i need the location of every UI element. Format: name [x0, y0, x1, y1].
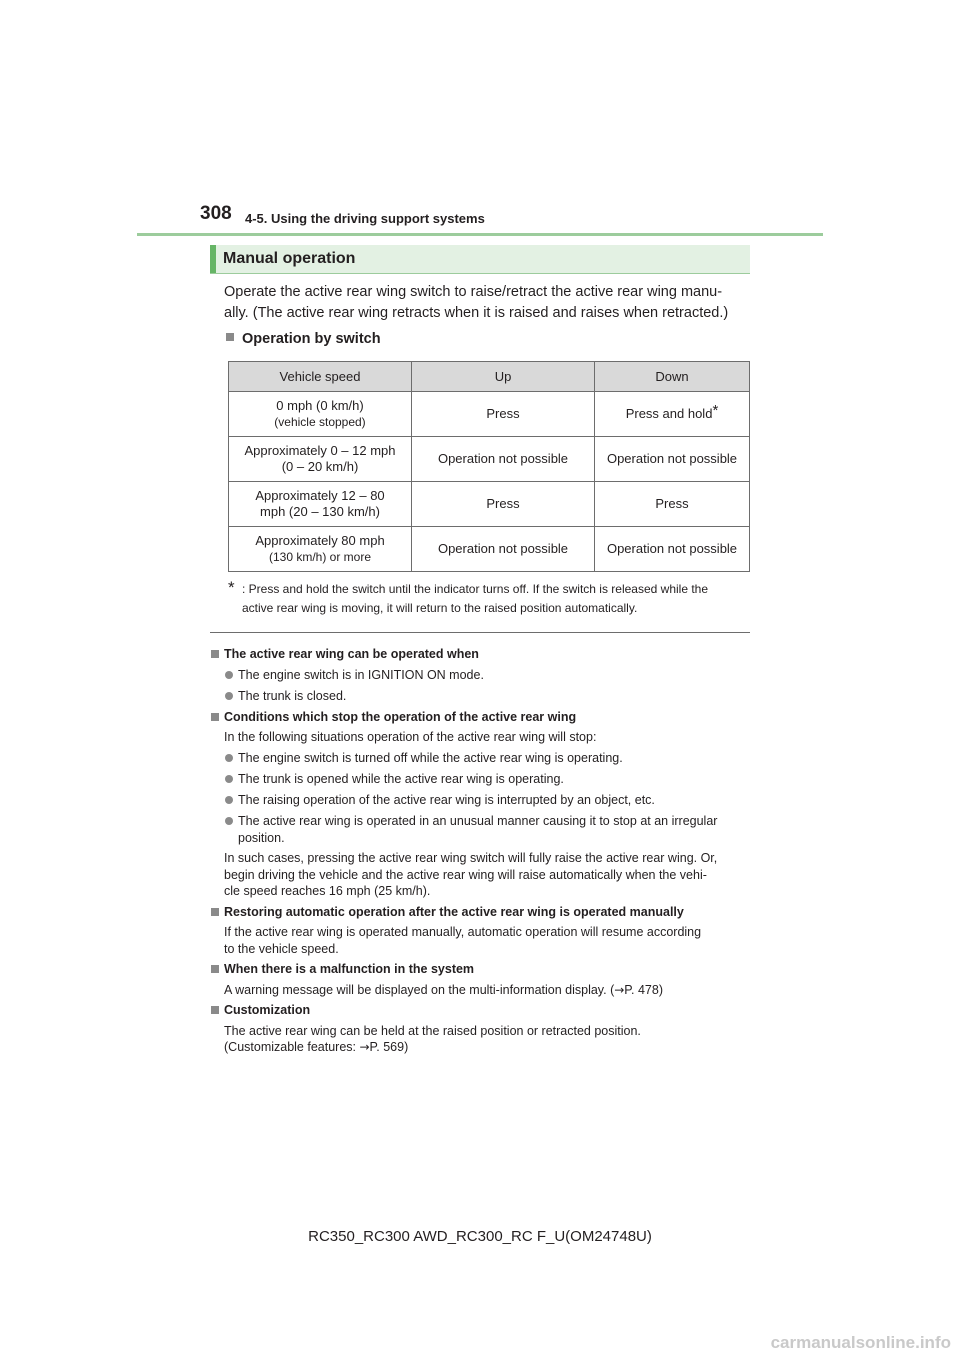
list-item: [210, 688, 755, 705]
note-heading: [210, 961, 755, 978]
page-number: 308: [200, 203, 232, 224]
page-header: [200, 203, 822, 233]
table-row: [229, 482, 750, 527]
paragraph-text: A warning message will be displayed on the multi-information display. (: [224, 982, 615, 997]
intro-paragraph: [224, 282, 754, 324]
note-heading: [210, 709, 755, 726]
notes-section: [210, 642, 755, 1056]
table-row: [229, 437, 750, 482]
square-bullet-icon: [211, 1006, 219, 1014]
header-up: Up: [412, 362, 595, 392]
up-cell: Operation not possible: [412, 437, 595, 482]
paragraph-line: cle speed reaches 16 mph (25 km/h).: [224, 884, 431, 898]
paragraph-text: (Customizable features:: [224, 1040, 360, 1054]
intro-line-2: ally. (The active rear wing retracts when it is raised and raises when retracted.): [224, 305, 729, 321]
arrow-right-icon: →: [359, 1040, 370, 1054]
intro-line-1: Operate the active rear wing switch to raise/retract the active rear wing manu-: [224, 284, 723, 300]
arrow-right-icon: →: [614, 982, 625, 997]
paragraph-line: If the active rear wing is operated manually, automatic operation will resume according: [224, 925, 702, 939]
heading-accent-bar: [210, 245, 216, 273]
footnote-mark: *: [228, 578, 235, 597]
manual-operation-title: Manual operation: [223, 250, 356, 267]
list-item: [210, 813, 755, 846]
note-paragraph: [210, 982, 755, 999]
down-text: Press and hold: [625, 406, 713, 421]
list-item: [210, 771, 755, 788]
note-heading-text: When there is a malfunction in the system: [224, 962, 475, 976]
section-title: 4-5. Using the driving support systems: [245, 211, 485, 226]
up-cell: Press: [412, 482, 595, 527]
note-heading-text: The active rear wing can be operated when: [224, 647, 479, 661]
bullet-dot-icon: [225, 817, 233, 825]
bullet-dot-icon: [225, 775, 233, 783]
paragraph-line: begin driving the vehicle and the active rear wing will raise automatically when the vehi-: [224, 867, 707, 882]
bullet-dot-icon: [225, 671, 233, 679]
square-bullet-icon: [211, 650, 219, 658]
list-item-text: The engine switch is turned off while the active rear wing is operating.: [238, 751, 623, 765]
bullet-dot-icon: [225, 754, 233, 762]
speed-line: mph (20 – 130 km/h): [260, 504, 380, 519]
speed-line: 0 mph (0 km/h): [276, 398, 364, 413]
list-item: [210, 667, 755, 684]
speed-line: (0 – 20 km/h): [281, 459, 359, 474]
down-cell: Press: [595, 482, 750, 527]
list-item-text: The raising operation of the active rear wing is interrupted by an object, etc.: [238, 793, 655, 807]
notes-divider: [210, 632, 750, 633]
header-rule: [137, 233, 823, 236]
up-cell: Operation not possible: [412, 527, 595, 572]
speed-line: Approximately 0 – 12 mph: [244, 443, 396, 458]
bullet-dot-icon: [225, 692, 233, 700]
note-heading: [210, 1002, 755, 1019]
paragraph-line: [224, 1039, 755, 1056]
list-item: [210, 792, 755, 809]
speed-cell: [229, 392, 412, 437]
square-bullet-icon: [211, 908, 219, 916]
sub-heading-text: Operation by switch: [242, 331, 381, 347]
table-header-row: [229, 362, 750, 392]
paragraph-line: to the vehicle speed.: [224, 941, 339, 956]
page-reference: P. 569): [369, 1040, 409, 1054]
paragraph-line: The active rear wing can be held at the raised position or retracted position.: [224, 1023, 641, 1038]
paragraph-line: In such cases, pressing the active rear wing switch will fully raise the active rear wing. Or,: [224, 851, 718, 865]
table-row: [229, 527, 750, 572]
footnote-line-2: active rear wing is moving, it will return to the raised position automatically.: [242, 601, 638, 615]
note-heading-text: Restoring automatic operation after the active rear wing is operated manually: [224, 904, 684, 919]
speed-line: (vehicle stopped): [274, 415, 366, 429]
header-down: Down: [595, 362, 750, 392]
list-item: [210, 750, 755, 767]
page-footer: RC350_RC300 AWD_RC300_RC F_U(OM24748U): [308, 1228, 652, 1245]
watermark: carmanualsonline.info: [770, 1333, 951, 1352]
down-cell: Operation not possible: [595, 527, 750, 572]
list-item-text: The engine switch is in IGNITION ON mode.: [238, 668, 484, 682]
list-item-text: The active rear wing is operated in an unusual manner causing it to stop at an irregular: [238, 814, 718, 828]
note-heading: [210, 646, 755, 663]
note-heading: [210, 904, 755, 921]
speed-cell: [229, 527, 412, 572]
footnote-line-1: : Press and hold the switch until the indicator turns off. If the switch is released while the: [242, 582, 709, 596]
list-item-text: The trunk is opened while the active rear wing is operating.: [238, 772, 564, 786]
speed-line: Approximately 12 – 80: [255, 488, 385, 503]
square-bullet-icon: [226, 333, 234, 341]
note-paragraph: [210, 850, 755, 900]
list-item-text: The trunk is closed.: [238, 689, 347, 703]
header-vehicle-speed: Vehicle speed: [229, 362, 412, 392]
square-bullet-icon: [211, 965, 219, 973]
bullet-dot-icon: [225, 796, 233, 804]
list-item-text: position.: [238, 830, 285, 845]
speed-cell: [229, 482, 412, 527]
operation-by-switch-heading: [226, 331, 381, 347]
note-heading-text: Customization: [224, 1003, 311, 1017]
footnote-mark: *: [712, 402, 719, 419]
down-cell: Operation not possible: [595, 437, 750, 482]
note-paragraph: [210, 924, 755, 957]
down-cell: [595, 392, 750, 437]
manual-operation-heading: [210, 245, 750, 274]
speed-line: Approximately 80 mph: [255, 533, 385, 548]
speed-cell: [229, 437, 412, 482]
table-footnote: [228, 580, 753, 618]
note-paragraph: In the following situations operation of the active rear wing will stop:: [224, 730, 597, 744]
note-paragraph: [210, 1023, 755, 1056]
square-bullet-icon: [211, 713, 219, 721]
operation-table: [228, 361, 750, 572]
page-reference: P. 478): [624, 982, 663, 997]
note-heading-text: Conditions which stop the operation of the active rear wing: [224, 709, 577, 724]
speed-line: (130 km/h) or more: [268, 550, 372, 564]
up-cell: Press: [412, 392, 595, 437]
table-row: [229, 392, 750, 437]
